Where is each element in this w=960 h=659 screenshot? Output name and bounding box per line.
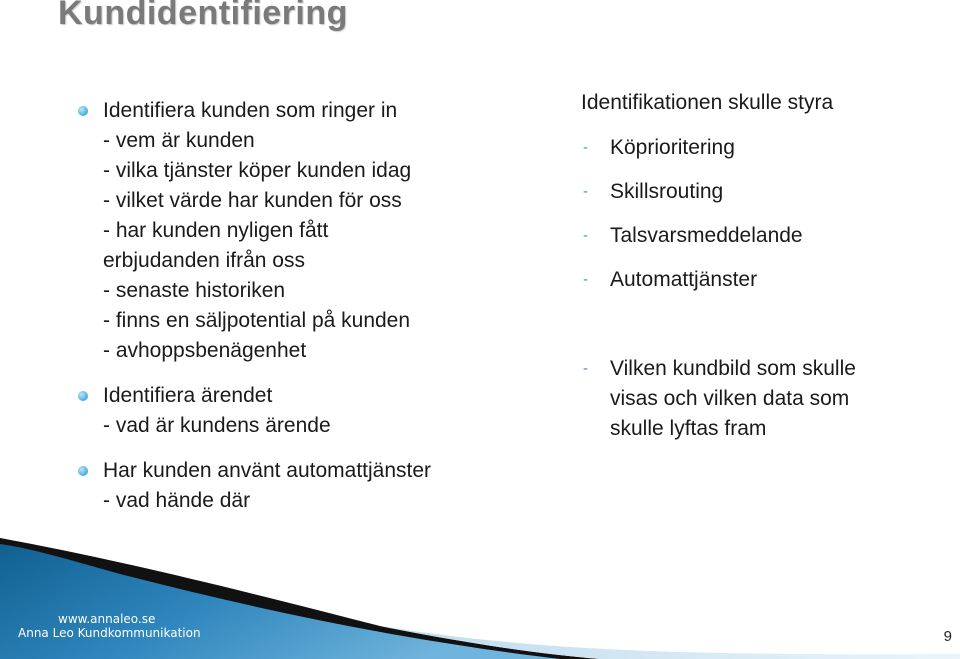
footer-company: Anna Leo Kundkommunikation <box>18 626 201 640</box>
dash-icon: - <box>583 227 588 244</box>
list-item-prioritering <box>581 133 951 163</box>
bullet-text: Identifiera kunden som ringer in <box>103 99 398 122</box>
slide-title: Kundidentifiering <box>58 0 348 32</box>
bullet-subline: - vad är kundens ärende <box>103 414 331 437</box>
bullet-subline: - finns en säljpotential på kunden <box>103 309 411 332</box>
bullet-subline: - vilket värde har kunden för oss <box>103 189 402 212</box>
bullet-dot-icon <box>78 391 88 401</box>
right-heading: Identifikationen skulle styra <box>581 91 834 114</box>
list-item-label: Automattjänster <box>610 268 758 291</box>
bullet-subline: - senaste historiken <box>103 279 286 302</box>
bullet-automated-services <box>78 456 518 516</box>
list-item-label: Talsvarsmeddelande <box>610 224 803 247</box>
bullet-subline: - vad hände där <box>103 489 251 512</box>
bullet-subline: erbjudanden ifrån oss <box>103 249 305 272</box>
dash-icon: - <box>583 139 588 156</box>
list-item-kundbild <box>581 354 951 444</box>
bullet-subline: - vilka tjänster köper kunden idag <box>103 159 412 182</box>
bullet-subline: - vem är kunden <box>103 129 255 152</box>
dash-icon: - <box>583 360 588 377</box>
list-item-skillsrouting <box>581 177 951 207</box>
list-item-label: skulle lyftas fram <box>610 417 767 440</box>
list-item-automattjanster <box>581 265 951 295</box>
right-list <box>581 89 951 444</box>
list-item-talsvar <box>581 221 951 251</box>
list-item-label: visas och vilken data som <box>610 387 850 410</box>
bullet-subline: - avhoppsbenägenhet <box>103 339 307 362</box>
bullet-dot-icon <box>78 106 88 116</box>
left-bullet-list <box>78 96 518 516</box>
list-item-label: Vilken kundbild som skulle <box>610 357 856 380</box>
dash-icon: - <box>583 271 588 288</box>
bullet-dot-icon <box>78 466 88 476</box>
bullet-identify-customer <box>78 96 518 366</box>
list-item-label: Köprioritering <box>610 136 735 159</box>
dash-icon: - <box>583 183 588 200</box>
list-item-label: Skillsrouting <box>610 180 724 203</box>
footer-url: www.annaleo.se <box>58 612 156 626</box>
bullet-text: Har kunden använt automattjänster <box>103 459 432 482</box>
bullet-subline: - har kunden nyligen fått <box>103 219 329 242</box>
page-number: 9 <box>943 628 952 645</box>
bullet-text: Identifiera ärendet <box>103 384 273 407</box>
bullet-identify-errand <box>78 381 518 441</box>
